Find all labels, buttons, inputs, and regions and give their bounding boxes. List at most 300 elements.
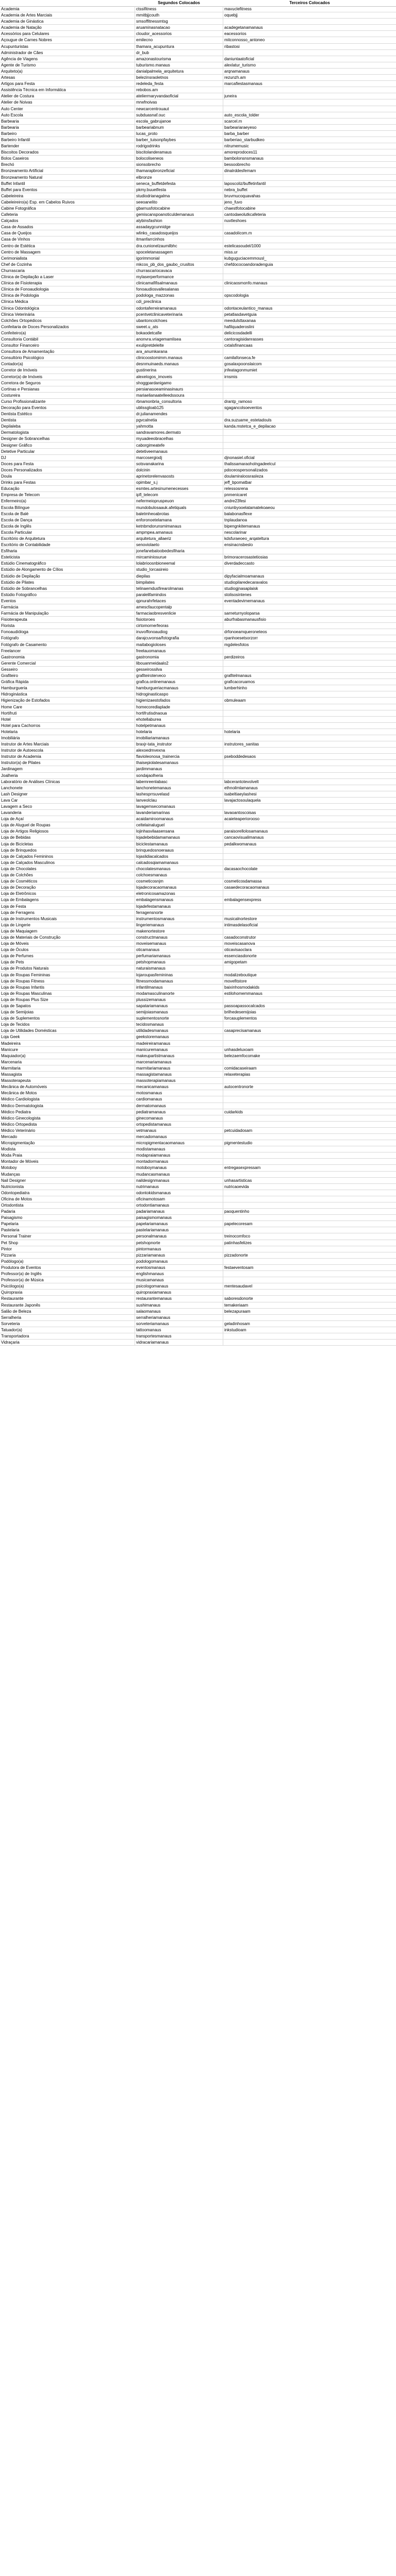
category-cell: Escritório de Contabilidade	[1, 543, 51, 548]
category-cell: Gráfica Rápida	[1, 680, 29, 685]
third-place-cell: comidacaseiraam	[224, 1065, 257, 1071]
third-place-cell: acadegetanamanaus	[224, 25, 263, 30]
category-cell: Hotelaria	[1, 729, 18, 734]
table-row	[0, 1090, 396, 1096]
table-row	[0, 6, 396, 12]
table-row	[0, 486, 396, 492]
second-place-cell: podologomanaus	[136, 1259, 168, 1264]
third-place-cell: dra.suzuame_estetadouls	[224, 418, 272, 423]
category-cell: Agência de Viagens	[1, 56, 38, 61]
category-cell: Educação	[1, 486, 20, 492]
third-place-cell: modalizeboutique	[224, 972, 257, 977]
second-place-cell: higienizaestofados	[136, 698, 171, 703]
second-place-cell: dr_bub	[136, 50, 149, 55]
category-cell: DJ	[1, 455, 6, 460]
table-row	[0, 118, 396, 125]
second-place-cell: alybinsfashion	[136, 218, 162, 224]
category-cell: Barbearia	[1, 118, 19, 124]
third-place-cell: pseboddedesaos	[224, 754, 256, 759]
second-place-cell: pastelariamanaus	[136, 1228, 169, 1233]
category-cell: Freelancer	[1, 648, 21, 653]
category-cell: Loja de Artigos Religiosos	[1, 829, 49, 834]
second-place-cell: detetiveemanaus	[136, 449, 168, 454]
third-place-cell: intimasdelasoficial	[224, 922, 258, 927]
third-place-cell: oquebjj	[224, 13, 238, 18]
second-place-cell: aruaminasnatacao	[136, 25, 170, 30]
second-place-cell: eletronicosamazonas	[136, 891, 175, 896]
category-cell: Churrascaria	[1, 268, 25, 273]
table-row	[0, 1309, 396, 1315]
second-place-cell: bokaodetcafie	[136, 330, 162, 335]
second-place-cell: biscitolanderamaus	[136, 150, 172, 155]
second-place-cell: telinaemdusfirearolmanas	[136, 586, 184, 591]
second-place-cell: shoggpardanigamo	[136, 380, 172, 385]
table-row	[0, 654, 396, 660]
second-place-cell: colchoesmanaus	[136, 873, 168, 878]
table-row	[0, 224, 396, 230]
table-row	[0, 37, 396, 43]
third-place-cell: pnmenicaret	[224, 493, 248, 498]
second-place-cell: ferragensnorte	[136, 910, 163, 915]
third-place-cell: lavajactosoulaquela	[224, 798, 261, 803]
second-place-cell: darajcuvonsa/fotografia	[136, 636, 179, 641]
category-cell: Consultora de Amamentação	[1, 349, 55, 354]
third-place-cell: brilhedesemijoias	[224, 1010, 256, 1015]
third-place-cell: bessoobrecho	[224, 162, 251, 167]
second-place-cell: tattoomanaus	[136, 1327, 161, 1332]
table-row	[0, 243, 396, 249]
category-cell: Hidroginástica	[1, 692, 27, 697]
category-cell: Gastronomia	[1, 654, 25, 659]
second-place-cell: opimbar_s.j	[136, 480, 158, 485]
category-cell: Pet Shop	[1, 1240, 18, 1245]
category-cell: Psicólogo(a)	[1, 1284, 24, 1289]
third-place-cell: tnplaudanoa	[224, 517, 248, 522]
second-place-cell: ubantoncolchoes	[136, 318, 168, 323]
second-place-cell: labemreenlabasc	[136, 779, 168, 784]
table-row	[0, 810, 396, 816]
table-row	[0, 12, 396, 19]
category-cell: Estúdio de Pilates	[1, 580, 35, 585]
table-row	[0, 611, 396, 617]
table-row	[0, 405, 396, 411]
third-place-cell: grafitelmanaus	[224, 673, 252, 679]
table-row	[0, 1003, 396, 1009]
third-place-cell: scarcel.m	[224, 118, 242, 124]
third-place-cell: paoquentinho	[224, 1209, 250, 1214]
table-row	[0, 947, 396, 953]
second-place-cell: sweet.u_ats	[136, 324, 158, 329]
table-row	[0, 199, 396, 206]
category-cell: Padaria	[1, 1209, 15, 1214]
category-cell: Designer de Sobrancelhas	[1, 436, 50, 442]
table-row	[0, 567, 396, 573]
third-place-cell: pigmentestudio	[224, 1141, 253, 1146]
category-cell: Higienização de Estofados	[1, 698, 50, 703]
second-place-cell: instrumentosmanaus	[136, 916, 175, 921]
category-cell: Escritório de Arquitetura	[1, 536, 45, 541]
second-place-cell: cirtomornerfeoras	[136, 623, 169, 629]
category-cell: Doces para Festa	[1, 461, 34, 466]
category-cell: Loja de Colchões	[1, 873, 33, 878]
table-row	[0, 1109, 396, 1115]
category-cell: Clínica Médica	[1, 299, 28, 304]
second-place-cell: constructmanaus	[136, 935, 168, 940]
table-row	[0, 417, 396, 423]
category-cell: Montador de Móveis	[1, 1159, 39, 1164]
third-place-cell: dinalrddesfemam	[224, 168, 256, 174]
table-row	[0, 318, 396, 324]
category-cell: Home Care	[1, 704, 22, 709]
third-place-cell: jeno_fuvo	[224, 199, 242, 205]
third-place-cell: andre23fesi	[224, 499, 246, 504]
category-cell: Loja de Óculos	[1, 947, 29, 953]
second-place-cell: farmaciaobresvenlicie	[136, 611, 176, 616]
second-place-cell: studiodrianagalma	[136, 193, 170, 198]
category-cell: Pizzaria	[1, 1252, 16, 1258]
third-place-cell: lavaoantoscoisas	[224, 810, 256, 816]
third-place-cell: petatlasdavetguia	[224, 312, 257, 317]
category-cell: Fonoaudióloga	[1, 630, 28, 635]
third-place-cell: isabeltiaeylashesi	[224, 791, 257, 796]
table-row	[0, 860, 396, 866]
third-place-cell: obmuleaam	[224, 698, 246, 703]
table-row	[0, 1153, 396, 1159]
category-cell: Maquiador(a)	[1, 1053, 26, 1058]
table-row	[0, 306, 396, 312]
second-place-cell: restaurantemanaus	[136, 1296, 172, 1301]
table-row	[0, 1321, 396, 1327]
table-row	[0, 149, 396, 156]
second-place-cell: pkmy.buuetfesta	[136, 187, 167, 192]
category-cell: Drinks para Festas	[1, 480, 36, 485]
table-row	[0, 648, 396, 654]
second-place-cell: amazonastourisma	[136, 56, 171, 61]
category-cell: Auto Escola	[1, 112, 23, 117]
second-place-cell: elbronze	[136, 175, 152, 180]
category-cell: Loja de Açaí	[1, 817, 24, 822]
second-place-cell: redeleda_festa	[136, 81, 163, 87]
second-place-cell: lavanderiamarinas	[136, 810, 170, 816]
category-cell: Lanchonete	[1, 785, 23, 790]
category-cell: Academia de Natação	[1, 25, 42, 30]
second-place-cell: gustinerina	[136, 368, 157, 373]
second-place-cell: transportesmanaus	[136, 1333, 172, 1338]
table-row	[0, 604, 396, 611]
second-place-cell: amescfaucopentalp	[136, 605, 172, 609]
table-row	[0, 766, 396, 772]
table-row	[0, 1227, 396, 1233]
table-row	[0, 1178, 396, 1184]
table-row	[0, 461, 396, 467]
second-place-cell: psicologomanaus	[136, 1284, 169, 1289]
third-place-cell: chefdococoandoradenguia	[224, 262, 273, 267]
third-place-cell: daniuntaatoficial	[224, 56, 254, 61]
third-place-cell: diverdadeccasto	[224, 561, 255, 566]
table-row	[0, 885, 396, 891]
category-cell: Papelaria	[1, 1222, 19, 1227]
third-place-cell: paraisorellolosamanaus	[224, 829, 268, 834]
second-place-cell: pgvcalnetia	[136, 418, 157, 423]
category-cell: Clínica de Depilação a Laser	[1, 275, 54, 280]
third-place-cell: petcuidadosam	[224, 1128, 253, 1133]
table-row	[0, 125, 396, 131]
second-place-cell: padariamanaus	[136, 1209, 165, 1214]
third-place-cell: geladinhosam	[224, 1321, 250, 1326]
table-row	[0, 162, 396, 168]
second-place-cell: lanveolclau	[136, 798, 157, 803]
category-cell: Jardinagem	[1, 767, 23, 772]
category-cell: Loja de Maquiagem	[1, 928, 38, 934]
table-row	[0, 249, 396, 256]
second-place-cell: sapatariamanaus	[136, 1004, 168, 1008]
second-place-cell: gesseirossilva	[136, 667, 162, 672]
third-place-cell: forcasuplementos	[224, 1016, 257, 1021]
second-place-cell: manicuremanaus	[136, 1047, 168, 1052]
third-place-cell: cniunbyooelatamatekoaeou	[224, 505, 275, 510]
category-cell: Loja de Bebidas	[1, 835, 31, 840]
second-place-cell: lojinhasvilaasensana	[136, 829, 174, 834]
table-row	[0, 891, 396, 897]
category-cell: Doces Personalizados	[1, 467, 42, 472]
table-row	[0, 1327, 396, 1333]
second-place-cell: alexelogos_imoveis	[136, 374, 172, 379]
category-cell: Loja de Suplementos	[1, 1016, 40, 1021]
category-cell: Bronzeamento Artificial	[1, 168, 43, 174]
second-place-cell: esmtes.artesinumenecesses	[136, 486, 189, 492]
second-place-cell: mkcos_pb_dos_gaubo_crusltos	[136, 262, 194, 267]
second-place-cell: churrascariocavaca	[136, 268, 172, 273]
table-row	[0, 286, 396, 293]
second-place-cell: plussizemanaus	[136, 997, 166, 1002]
table-row	[0, 965, 396, 972]
third-place-cell: djnonasiel.oficial	[224, 455, 255, 460]
third-place-cell: cancaovisualimanaus	[224, 835, 264, 840]
second-place-cell: enforonoetelamana	[136, 517, 172, 522]
table-row	[0, 423, 396, 430]
table-row	[0, 953, 396, 959]
category-cell: Grafiteiro	[1, 673, 18, 679]
second-place-cell: lojadefestamanaus	[136, 904, 171, 909]
second-place-cell: vetmanaus	[136, 1128, 157, 1133]
category-cell: Escola Bilíngue	[1, 505, 30, 510]
table-row	[0, 735, 396, 741]
table-row	[0, 168, 396, 174]
category-cell: Loja de Roupas Infantis	[1, 985, 45, 990]
second-place-cell: lanchonetemanaus	[136, 785, 171, 790]
category-cell: Joalheria	[1, 773, 18, 778]
second-place-cell: motoboymanaus	[136, 1165, 167, 1171]
category-cell: Loja de Chocolates	[1, 866, 37, 871]
category-cell: Loja de Calçados Femininos	[1, 854, 53, 859]
table-row	[0, 106, 396, 112]
second-place-cell: embalagensmanaus	[136, 897, 174, 903]
third-place-cell: barberiao_starbudkeo	[224, 137, 265, 142]
table-row	[0, 1240, 396, 1246]
second-place-cell: ublissgloab125	[136, 405, 164, 410]
category-cell: Marmitaria	[1, 1065, 21, 1071]
second-place-cell: salaomanaus	[136, 1309, 161, 1314]
table-row	[0, 1078, 396, 1084]
table-row	[0, 324, 396, 330]
third-place-cell: cxtalsfinancaas	[224, 343, 253, 348]
table-row	[0, 25, 396, 31]
third-place-cell: bipengnkitemanaus	[224, 523, 260, 529]
second-place-cell: cardiomanaus	[136, 1097, 162, 1102]
category-cell: Fotógrafo	[1, 636, 19, 641]
third-place-cell: treinocomfoco	[224, 1234, 251, 1239]
third-place-cell: estilohomemmanaus	[224, 991, 262, 996]
third-place-cell: aburfrabasmanausfisio	[224, 617, 266, 622]
table-row	[0, 1034, 396, 1040]
third-place-cell: studiogjnasaplaisk	[224, 586, 258, 591]
table-row	[0, 848, 396, 854]
second-place-cell: brinquedosnoeraaus	[136, 848, 174, 853]
category-cell: Clínica de Fisioterapia	[1, 281, 42, 286]
table-row	[0, 991, 396, 997]
table-row	[0, 779, 396, 785]
table-row	[0, 156, 396, 162]
table-row	[0, 1128, 396, 1134]
second-place-cell: semijoiasmanaus	[136, 1010, 168, 1015]
category-cell: Massagista	[1, 1072, 22, 1077]
third-place-cell: nebra_buffet	[224, 187, 248, 192]
category-cell: Bronzeamento Natural	[1, 175, 43, 180]
category-cell: Cabine Fotográfica	[1, 206, 36, 211]
table-row	[0, 492, 396, 498]
table-row	[0, 1271, 396, 1277]
table-row	[0, 536, 396, 542]
third-place-cell: casaedecoracaomanaus	[224, 885, 270, 890]
category-cell: Loja de Ferragens	[1, 910, 35, 915]
third-place-cell: sgagancolsoeventos	[224, 405, 262, 410]
second-place-cell: lojadecoracaomanaus	[136, 885, 177, 890]
second-place-cell: ara_anumkarana	[136, 349, 168, 354]
third-place-cell: odontaceulantico_manaus	[224, 306, 273, 311]
second-place-cell: imobiliariamanaus	[136, 735, 170, 740]
table-row	[0, 112, 396, 118]
category-cell: Empresa de Telecom	[1, 493, 40, 498]
category-cell: Laboratório de Análises Clínicas	[1, 779, 60, 784]
second-place-cell: geekstoremanaus	[136, 1035, 169, 1040]
category-cell: Centro de Estética	[1, 243, 35, 248]
second-place-cell: sushimanaus	[136, 1302, 161, 1308]
second-place-cell: bolocoliseneos	[136, 156, 163, 161]
second-place-cell: tuburismo.manaus	[136, 62, 170, 67]
header-third-place: Terceiros Colocados	[289, 1, 330, 5]
category-cell: Escola de Inglês	[1, 523, 31, 529]
third-place-cell: belezapuraam	[224, 1309, 251, 1314]
third-place-cell: kubguguciacemmousl_	[224, 256, 267, 261]
category-cell: Loja de Decoração	[1, 885, 36, 890]
third-place-cell: instrutores_sanitas	[224, 742, 259, 747]
second-place-cell: maitabogioloses	[136, 642, 166, 647]
third-place-cell: jnfeatagonmumiet	[224, 368, 257, 373]
third-place-cell: temakeriaam	[224, 1302, 249, 1308]
category-cell: Esteticista	[1, 555, 20, 560]
third-place-cell: mgdelesfotos	[224, 642, 249, 647]
second-place-cell: cdi_preclinica	[136, 299, 161, 304]
second-place-cell: makenortestore	[136, 928, 165, 934]
second-place-cell: lavagemsecomanaus	[136, 804, 175, 809]
category-cell: Confeiteiro(a)	[1, 330, 26, 335]
third-place-cell: marcafiestasmanaus	[224, 81, 262, 87]
category-cell: Cafeteria	[1, 212, 18, 217]
table-row	[0, 181, 396, 187]
third-place-cell: sarneturnyoloparsa	[224, 611, 260, 616]
table-row	[0, 236, 396, 243]
category-cell: Barbeiro	[1, 131, 17, 136]
category-cell: Gerente Comercial	[1, 660, 36, 666]
category-cell: Médico Veterinário	[1, 1128, 36, 1133]
third-place-cell: irnsmis	[224, 374, 238, 379]
table-row	[0, 56, 396, 62]
category-cell: Transportadora	[1, 1333, 29, 1338]
category-cell: Consultor Financeiro	[1, 343, 39, 348]
second-place-cell: pcentvetclinicaveterinaria	[136, 312, 183, 317]
second-place-cell: escola_gabrujanoe	[136, 118, 171, 124]
category-cell: Salão de Beleza	[1, 1309, 31, 1314]
table-row	[0, 1265, 396, 1271]
category-cell: Cabeleireiro(a) Esp. em Cabelos Ruivos	[1, 199, 75, 205]
third-place-cell: nescolarinar	[224, 530, 247, 535]
second-place-cell: flavioleonosa_trainercia	[136, 754, 180, 759]
category-cell: Lash Designer	[1, 791, 28, 796]
category-cell: Consultório Psicológico	[1, 355, 44, 361]
category-cell: Restaurante	[1, 1296, 24, 1301]
table-row	[0, 872, 396, 878]
third-place-cell: drantp_ramoso	[224, 399, 252, 404]
table-row	[0, 50, 396, 56]
third-place-cell: unhasdeluxoam	[224, 1047, 254, 1052]
category-cell: Sorveteria	[1, 1321, 20, 1326]
category-cell: Modista	[1, 1147, 16, 1152]
second-place-cell: paisagismomanaus	[136, 1215, 172, 1221]
table-row	[0, 660, 396, 667]
second-place-cell: tecidosmanaus	[136, 1022, 164, 1027]
category-cell: Colchões Ortopédicos	[1, 318, 42, 323]
category-cell: Hotel para Cachorros	[1, 723, 41, 728]
second-place-cell: gastronomia	[136, 654, 159, 659]
second-place-cell: rebobos.am	[136, 88, 158, 93]
third-place-cell: unhasartisticas	[224, 1178, 252, 1183]
table-row	[0, 922, 396, 928]
table-row	[0, 1022, 396, 1028]
category-cell: Loja de Eletrônicos	[1, 891, 37, 896]
category-cell: Casa de Queijos	[1, 231, 32, 236]
second-place-cell: smsoffitnessmtsg	[136, 19, 168, 24]
table-row	[0, 44, 396, 50]
third-place-cell: cantoragisidanrasses	[224, 336, 263, 342]
table-row	[0, 1290, 396, 1296]
table-row	[0, 1115, 396, 1122]
third-place-cell: studiopilaredecaravalos	[224, 580, 268, 585]
second-place-cell: grafiteiroterveco	[136, 673, 166, 679]
third-place-cell: baixinhosmodakids	[224, 985, 260, 990]
table-row	[0, 673, 396, 679]
third-place-cell: amigopetam	[224, 960, 248, 965]
table-row	[0, 773, 396, 779]
table-row	[0, 542, 396, 548]
third-place-cell: moveiscasanova	[224, 941, 255, 946]
category-cell: Médico Ginecologista	[1, 1115, 41, 1121]
category-cell: Loja de Aluguel de Roupas	[1, 823, 51, 828]
header-second-place: Segundos Colocados	[158, 1, 200, 5]
table-row	[0, 455, 396, 461]
category-cell: Lavanderia	[1, 810, 22, 816]
category-cell: Depilaleba	[1, 424, 21, 429]
second-place-cell: perfumariamanaus	[136, 954, 171, 959]
